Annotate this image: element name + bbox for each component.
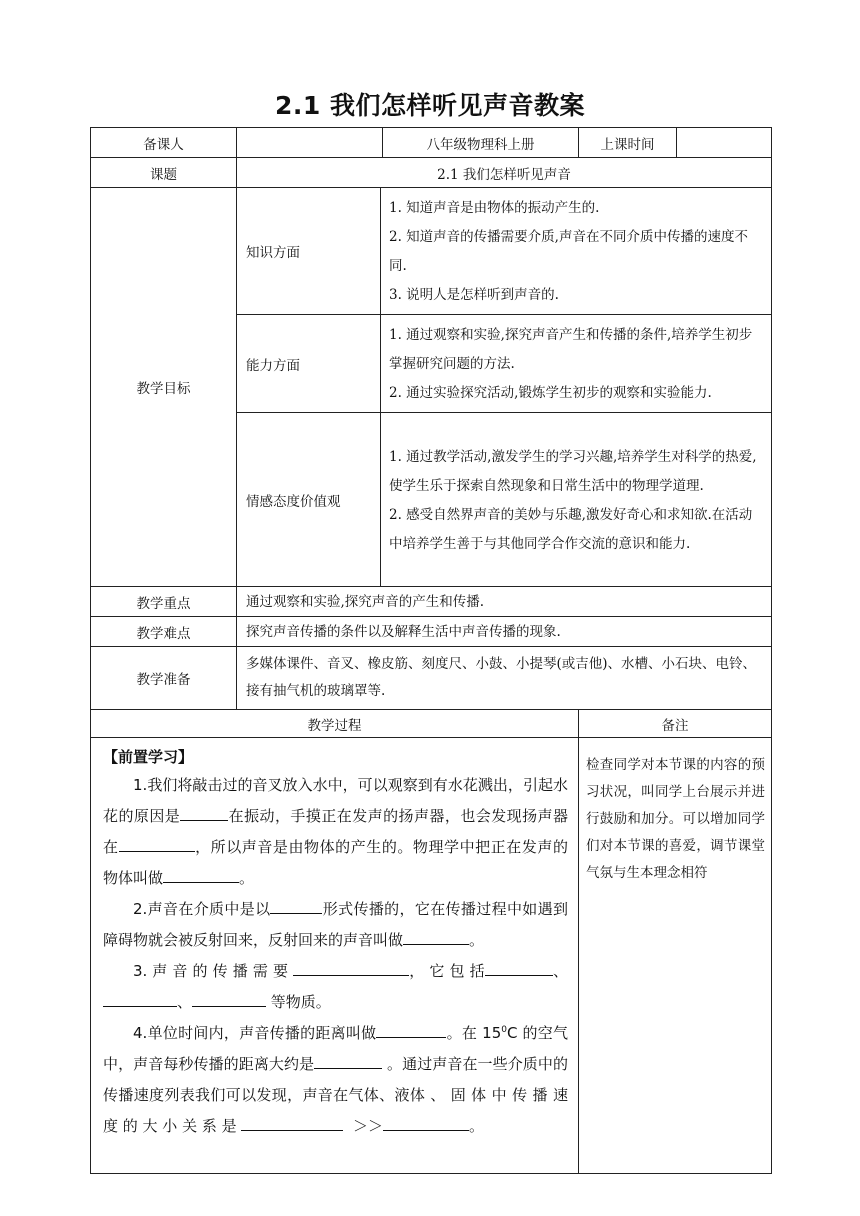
question-4: 4.单位时间内，声音传播的距离叫做 。在 $15^0C$ 的空气中，声音每秒传播的距离大约是 。通过声音在一些介质中的传播速度列表我们可以发现，声音在气体、液体 、 固 体 中 传 播 速 度 的 大 小 关 系 是 ＞＞ 。 bbox=[103, 1024, 568, 1135]
ability-label: 能力方面 bbox=[237, 315, 381, 413]
attitude-items bbox=[381, 413, 772, 587]
answer-blank bbox=[403, 929, 469, 945]
answer-blank bbox=[119, 836, 195, 852]
answer-blank bbox=[180, 805, 228, 821]
header-row bbox=[91, 128, 772, 158]
topic-value: 2.1 我们怎样听见声音 bbox=[237, 158, 772, 188]
attitude-item: 2. 感受自然界声音的美妙与乐趣,激发好奇心和求知欲.在活动中培养学生善于与其他同学合作交流的意识和能力. bbox=[389, 506, 753, 552]
objectives-label: 教学目标 bbox=[91, 188, 237, 587]
document-title: 2.1 我们怎样听见声音教案 bbox=[275, 91, 585, 120]
key-point-label: 教学重点 bbox=[91, 587, 237, 617]
answer-blank bbox=[103, 991, 177, 1007]
class-time-value bbox=[677, 128, 772, 158]
section-title: 【前置学习】 bbox=[103, 748, 194, 766]
key-point-row bbox=[91, 587, 772, 617]
preparation-label: 教学准备 bbox=[91, 647, 237, 710]
knowledge-item: 3. 说明人是怎样听到声音的. bbox=[389, 287, 559, 303]
attitude-item: 1. 通过教学活动,激发学生的学习兴趣,培养学生对科学的热爱,使学生乐于探索自然现象和日常生活中的物理学道理. bbox=[389, 448, 757, 494]
answer-blank bbox=[314, 1053, 382, 1069]
answer-blank bbox=[163, 867, 239, 883]
topic-row bbox=[91, 158, 772, 188]
notes-content: 检查同学对本节课的内容的预习状况，叫同学上台展示并进行鼓励和加分。可以增加同学们对本节课的喜爱，调节课堂气氛与生本理念相符 bbox=[579, 738, 772, 1174]
process-header-row bbox=[91, 710, 772, 738]
preparer-value bbox=[237, 128, 383, 158]
preparer-label: 备课人 bbox=[91, 128, 237, 158]
answer-blank bbox=[192, 991, 266, 1007]
answer-blank bbox=[485, 960, 553, 976]
objective-knowledge-row bbox=[91, 188, 772, 315]
difficulty-row bbox=[91, 617, 772, 647]
question-1: 1.我们将敲击过的音叉放入水中，可以观察到有水花溅出，引起水花的原因是 在振动，手摸正在发声的扬声器，也会发现扬声器在 ，所以声音是由物体的产生的。物理学中把正在发声的物体叫做 。 bbox=[103, 776, 568, 887]
ability-item: 1. 通过观察和实验,探究声音产生和传播的条件,培养学生初步掌握研究问题的方法. bbox=[389, 327, 753, 372]
preparation-row bbox=[91, 647, 772, 710]
subject-value: 八年级物理科上册 bbox=[383, 128, 579, 158]
difficulty-label: 教学难点 bbox=[91, 617, 237, 647]
question-3: 3. 声 音 的 传 播 需 要 ， 它 包 括 、、 等物质。 bbox=[103, 956, 568, 1018]
preparation-value: 多媒体课件、音叉、橡皮筋、刻度尺、小鼓、小提琴(或吉他)、水槽、小石块、电铃、接有抽气机的玻璃罩等. bbox=[237, 647, 772, 710]
process-header: 教学过程 bbox=[91, 710, 579, 738]
ability-item: 2. 通过实验探究活动,锻炼学生初步的观察和实验能力. bbox=[389, 385, 712, 401]
class-time-label: 上课时间 bbox=[579, 128, 677, 158]
answer-blank bbox=[293, 960, 409, 976]
topic-label: 课题 bbox=[91, 158, 237, 188]
answer-blank bbox=[241, 1115, 343, 1131]
lesson-plan-table bbox=[90, 127, 772, 1174]
answer-blank bbox=[383, 1115, 469, 1131]
knowledge-item: 1. 知道声音是由物体的振动产生的. bbox=[389, 200, 600, 216]
difficulty-value: 探究声音传播的条件以及解释生活中声音传播的现象. bbox=[237, 617, 772, 647]
key-point-value: 通过观察和实验,探究声音的产生和传播. bbox=[237, 587, 772, 617]
knowledge-item: 2. 知道声音的传播需要介质,声音在不同介质中传播的速度不同. bbox=[389, 229, 748, 274]
knowledge-items bbox=[381, 188, 772, 315]
attitude-label: 情感态度价值观 bbox=[237, 413, 381, 587]
process-content bbox=[91, 738, 579, 1174]
process-body-row bbox=[91, 738, 772, 1174]
answer-blank bbox=[376, 1022, 446, 1038]
notes-header: 备注 bbox=[579, 710, 772, 738]
question-2: 2.声音在介质中是以 形式传播的，它在传播过程中如遇到障碍物就会被反射回来，反射回来的声音叫做 。 bbox=[103, 900, 568, 949]
ability-items bbox=[381, 315, 772, 413]
knowledge-label: 知识方面 bbox=[237, 188, 381, 315]
answer-blank bbox=[270, 898, 322, 914]
